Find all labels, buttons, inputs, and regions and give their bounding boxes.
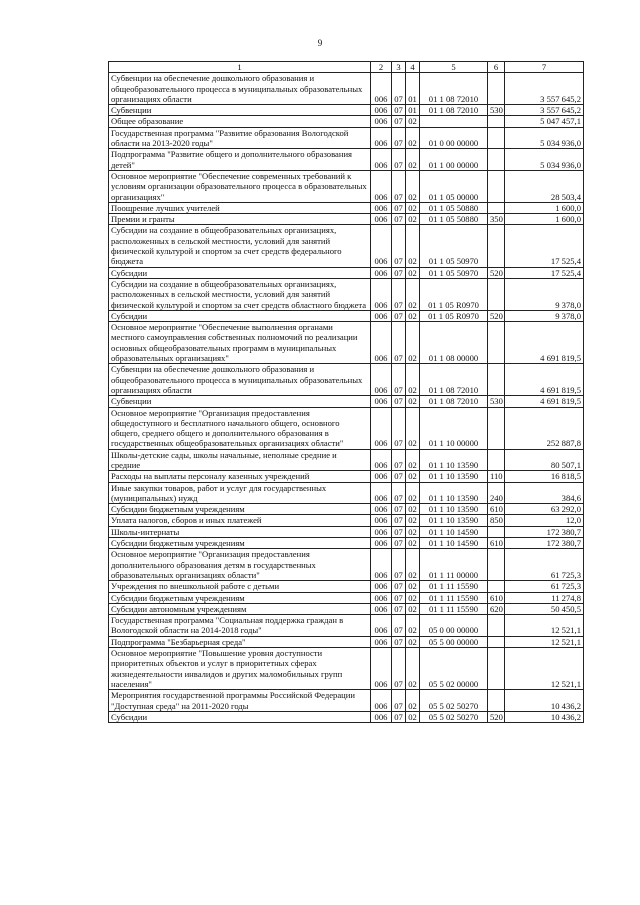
header-col-4: 4	[406, 62, 420, 73]
cell-amount: 9 378,0	[505, 278, 584, 310]
cell-subsection: 02	[406, 267, 420, 278]
cell-subsection: 02	[406, 482, 420, 504]
cell-section: 07	[392, 396, 406, 407]
cell-target-article: 01 1 10 13590	[420, 482, 488, 504]
cell-name: Субсидии на создание в общеобразовательных организациях, расположенных в сельской местности, условий для занятий физической культурой и спортом за счет средств федерального бюджета	[109, 225, 371, 267]
table-row	[109, 449, 584, 471]
table-row	[109, 581, 584, 592]
cell-target-article: 01 1 10 00000	[420, 407, 488, 449]
cell-ministry: 006	[371, 690, 392, 712]
cell-target-article: 01 1 05 00000	[420, 170, 488, 202]
cell-section: 07	[392, 690, 406, 712]
table-row	[109, 396, 584, 407]
cell-expense-type	[488, 170, 505, 202]
header-col-2: 2	[371, 62, 392, 73]
cell-ministry: 006	[371, 170, 392, 202]
cell-amount: 1 600,0	[505, 202, 584, 213]
cell-subsection: 02	[406, 581, 420, 592]
cell-amount: 5 034 936,0	[505, 127, 584, 149]
cell-expense-type: 610	[488, 538, 505, 549]
cell-expense-type	[488, 648, 505, 690]
cell-amount: 9 378,0	[505, 310, 584, 321]
table-row	[109, 278, 584, 310]
cell-target-article: 01 1 08 72010	[420, 73, 488, 105]
cell-target-article: 01 1 10 14590	[420, 526, 488, 537]
cell-expense-type	[488, 149, 505, 171]
cell-ministry: 006	[371, 105, 392, 116]
cell-expense-type	[488, 636, 505, 647]
cell-section: 07	[392, 615, 406, 637]
cell-ministry: 006	[371, 581, 392, 592]
cell-subsection: 02	[406, 310, 420, 321]
table-row	[109, 549, 584, 581]
cell-ministry: 006	[371, 310, 392, 321]
cell-subsection: 02	[406, 116, 420, 127]
table-row	[109, 73, 584, 105]
table-row	[109, 105, 584, 116]
cell-name: Субвенции на обеспечение дошкольного образования и общеобразовательного процесса в муниципальных образовательных организациях области	[109, 364, 371, 396]
cell-expense-type	[488, 549, 505, 581]
cell-subsection: 02	[406, 648, 420, 690]
cell-target-article: 01 1 05 50880	[420, 202, 488, 213]
cell-subsection: 02	[406, 615, 420, 637]
table-row	[109, 202, 584, 213]
table-header-row	[109, 62, 584, 73]
table-row	[109, 636, 584, 647]
cell-amount: 12,0	[505, 515, 584, 526]
cell-section: 07	[392, 603, 406, 614]
cell-target-article: 01 1 08 72010	[420, 105, 488, 116]
cell-target-article: 01 1 10 13590	[420, 504, 488, 515]
cell-amount: 172 380,7	[505, 538, 584, 549]
cell-expense-type: 520	[488, 267, 505, 278]
cell-subsection: 02	[406, 603, 420, 614]
cell-target-article: 01 1 11 15590	[420, 603, 488, 614]
budget-table	[108, 61, 584, 723]
cell-ministry: 006	[371, 364, 392, 396]
cell-name: Субвенции	[109, 105, 371, 116]
cell-name: Субсидии	[109, 267, 371, 278]
cell-name: Подпрограмма "Безбарьерная среда"	[109, 636, 371, 647]
table-row	[109, 603, 584, 614]
cell-expense-type: 520	[488, 711, 505, 722]
cell-name: Премии и гранты	[109, 214, 371, 225]
table-row	[109, 116, 584, 127]
cell-name: Субсидии	[109, 310, 371, 321]
cell-expense-type	[488, 278, 505, 310]
cell-expense-type: 850	[488, 515, 505, 526]
cell-subsection: 02	[406, 515, 420, 526]
table-row	[109, 407, 584, 449]
cell-target-article: 01 1 10 14590	[420, 538, 488, 549]
table-row	[109, 526, 584, 537]
cell-amount: 12 521,1	[505, 636, 584, 647]
cell-expense-type	[488, 322, 505, 364]
cell-target-article: 01 1 05 R0970	[420, 310, 488, 321]
cell-ministry: 006	[371, 73, 392, 105]
page-number: 9	[317, 38, 323, 48]
cell-ministry: 006	[371, 396, 392, 407]
cell-ministry: 006	[371, 711, 392, 722]
header-col-7: 7	[505, 62, 584, 73]
cell-ministry: 006	[371, 127, 392, 149]
cell-amount: 61 725,3	[505, 549, 584, 581]
cell-section: 07	[392, 711, 406, 722]
cell-ministry: 006	[371, 603, 392, 614]
cell-ministry: 006	[371, 482, 392, 504]
cell-target-article: 01 1 11 00000	[420, 549, 488, 581]
cell-amount: 5 034 936,0	[505, 149, 584, 171]
cell-amount: 11 274,8	[505, 592, 584, 603]
cell-target-article: 01 1 05 50880	[420, 214, 488, 225]
cell-name: Школы-детские сады, школы начальные, неполные средние и средние	[109, 449, 371, 471]
cell-target-article: 01 1 00 00000	[420, 149, 488, 171]
cell-amount: 172 380,7	[505, 526, 584, 537]
cell-ministry: 006	[371, 149, 392, 171]
cell-target-article: 01 1 08 72010	[420, 364, 488, 396]
cell-expense-type: 110	[488, 471, 505, 482]
cell-name: Субсидии бюджетным учреждениям	[109, 504, 371, 515]
cell-subsection: 02	[406, 214, 420, 225]
cell-name: Иные закупки товаров, работ и услуг для государственных (муниципальных) нужд	[109, 482, 371, 504]
cell-target-article: 01 1 11 15590	[420, 581, 488, 592]
cell-section: 07	[392, 449, 406, 471]
table-row	[109, 504, 584, 515]
cell-ministry: 006	[371, 471, 392, 482]
cell-subsection: 02	[406, 149, 420, 171]
cell-expense-type	[488, 116, 505, 127]
cell-subsection: 02	[406, 225, 420, 267]
cell-target-article: 05 0 00 00000	[420, 615, 488, 637]
cell-expense-type: 530	[488, 105, 505, 116]
cell-section: 07	[392, 549, 406, 581]
cell-target-article: 01 1 10 13590	[420, 449, 488, 471]
cell-name: Основное мероприятие "Повышение уровня доступности приоритетных объектов и услуг в приоритетных сферах жизнедеятельности инвалидов и других маломобильных групп населения"	[109, 648, 371, 690]
cell-section: 07	[392, 504, 406, 515]
cell-target-article: 01 1 05 R0970	[420, 278, 488, 310]
table-row	[109, 149, 584, 171]
cell-amount: 12 521,1	[505, 615, 584, 637]
cell-expense-type: 240	[488, 482, 505, 504]
cell-expense-type	[488, 127, 505, 149]
cell-section: 07	[392, 482, 406, 504]
cell-section: 07	[392, 127, 406, 149]
cell-expense-type	[488, 225, 505, 267]
cell-expense-type	[488, 449, 505, 471]
cell-subsection: 02	[406, 322, 420, 364]
cell-target-article	[420, 116, 488, 127]
cell-subsection: 02	[406, 690, 420, 712]
cell-amount: 1 600,0	[505, 214, 584, 225]
cell-subsection: 02	[406, 504, 420, 515]
cell-section: 07	[392, 267, 406, 278]
cell-amount: 50 450,5	[505, 603, 584, 614]
cell-subsection: 02	[406, 471, 420, 482]
cell-expense-type: 610	[488, 592, 505, 603]
cell-expense-type	[488, 407, 505, 449]
cell-subsection: 02	[406, 538, 420, 549]
table-body	[109, 73, 584, 723]
cell-ministry: 006	[371, 515, 392, 526]
cell-expense-type: 350	[488, 214, 505, 225]
cell-name: Основное мероприятие "Обеспечение выполнения органами местного самоуправления собственных полномочий по реализации основных общеобразовательных программ в муниципальных образовательных организациях"	[109, 322, 371, 364]
cell-amount: 3 557 645,2	[505, 105, 584, 116]
cell-name: Школы-интернаты	[109, 526, 371, 537]
cell-subsection: 02	[406, 407, 420, 449]
cell-name: Субвенции	[109, 396, 371, 407]
cell-subsection: 02	[406, 526, 420, 537]
cell-section: 07	[392, 538, 406, 549]
cell-name: Субсидии на создание в общеобразовательных организациях, расположенных в сельской местности, условий для занятий физической культурой и спортом за счет средств областного бюджета	[109, 278, 371, 310]
cell-expense-type: 620	[488, 603, 505, 614]
cell-name: Подпрограмма "Развитие общего и дополнительного образования детей"	[109, 149, 371, 171]
cell-subsection: 02	[406, 592, 420, 603]
cell-section: 07	[392, 322, 406, 364]
cell-subsection: 02	[406, 278, 420, 310]
cell-expense-type: 610	[488, 504, 505, 515]
table-row	[109, 482, 584, 504]
cell-section: 07	[392, 116, 406, 127]
cell-expense-type	[488, 364, 505, 396]
cell-target-article: 05 5 02 50270	[420, 690, 488, 712]
cell-target-article: 01 1 05 50970	[420, 267, 488, 278]
table-row	[109, 615, 584, 637]
cell-amount: 63 292,0	[505, 504, 584, 515]
table-row	[109, 310, 584, 321]
cell-subsection: 02	[406, 127, 420, 149]
cell-ministry: 006	[371, 648, 392, 690]
cell-section: 07	[392, 526, 406, 537]
cell-name: Субсидии автономным учреждениям	[109, 603, 371, 614]
cell-section: 07	[392, 170, 406, 202]
cell-target-article: 01 0 00 00000	[420, 127, 488, 149]
cell-subsection: 01	[406, 105, 420, 116]
table-row	[109, 267, 584, 278]
cell-section: 07	[392, 310, 406, 321]
table-row	[109, 170, 584, 202]
cell-amount: 10 436,2	[505, 690, 584, 712]
cell-name: Субсидии бюджетным учреждениям	[109, 538, 371, 549]
cell-ministry: 006	[371, 615, 392, 637]
cell-name: Основное мероприятие "Обеспечение современных требований к условиям организации образовательного процесса в образовательных организациях"	[109, 170, 371, 202]
cell-subsection: 02	[406, 202, 420, 213]
cell-amount: 10 436,2	[505, 711, 584, 722]
cell-name: Уплата налогов, сборов и иных платежей	[109, 515, 371, 526]
cell-amount: 61 725,3	[505, 581, 584, 592]
cell-ministry: 006	[371, 592, 392, 603]
cell-name: Мероприятия государственной программы Российской Федерации "Доступная среда" на 2011-2020 годы	[109, 690, 371, 712]
table-row	[109, 515, 584, 526]
table-row	[109, 711, 584, 722]
cell-ministry: 006	[371, 449, 392, 471]
cell-expense-type	[488, 690, 505, 712]
cell-section: 07	[392, 149, 406, 171]
header-col-6: 6	[488, 62, 505, 73]
cell-amount: 28 503,4	[505, 170, 584, 202]
cell-section: 07	[392, 202, 406, 213]
table-row	[109, 127, 584, 149]
cell-section: 07	[392, 278, 406, 310]
cell-target-article: 01 1 05 50970	[420, 225, 488, 267]
table-row	[109, 690, 584, 712]
cell-ministry: 006	[371, 278, 392, 310]
cell-subsection: 02	[406, 549, 420, 581]
cell-target-article: 01 1 11 15590	[420, 592, 488, 603]
cell-target-article: 01 1 08 72010	[420, 396, 488, 407]
cell-subsection: 02	[406, 170, 420, 202]
cell-target-article: 01 1 08 00000	[420, 322, 488, 364]
header-col-1: 1	[109, 62, 371, 73]
table-row	[109, 225, 584, 267]
cell-section: 07	[392, 364, 406, 396]
cell-name: Поощрение лучших учителей	[109, 202, 371, 213]
cell-amount: 80 507,1	[505, 449, 584, 471]
cell-expense-type	[488, 73, 505, 105]
cell-section: 07	[392, 407, 406, 449]
cell-section: 07	[392, 214, 406, 225]
cell-amount: 4 691 819,5	[505, 396, 584, 407]
cell-expense-type	[488, 526, 505, 537]
cell-name: Основное мероприятие "Организация предоставления дополнительного образования детям в государственных образовательных организациях области"	[109, 549, 371, 581]
cell-ministry: 006	[371, 526, 392, 537]
cell-expense-type	[488, 615, 505, 637]
cell-amount: 252 887,8	[505, 407, 584, 449]
cell-expense-type	[488, 581, 505, 592]
cell-name: Общее образование	[109, 116, 371, 127]
cell-ministry: 006	[371, 225, 392, 267]
cell-ministry: 006	[371, 267, 392, 278]
cell-target-article: 01 1 10 13590	[420, 515, 488, 526]
cell-target-article: 01 1 10 13590	[420, 471, 488, 482]
cell-ministry: 006	[371, 549, 392, 581]
cell-name: Субвенции на обеспечение дошкольного образования и общеобразовательного процесса в муниципальных образовательных организациях области	[109, 73, 371, 105]
cell-amount: 3 557 645,2	[505, 73, 584, 105]
cell-amount: 12 521,1	[505, 648, 584, 690]
cell-amount: 17 525,4	[505, 225, 584, 267]
cell-subsection: 02	[406, 364, 420, 396]
cell-ministry: 006	[371, 202, 392, 213]
cell-ministry: 006	[371, 636, 392, 647]
table-row	[109, 592, 584, 603]
cell-section: 07	[392, 225, 406, 267]
cell-target-article: 05 5 02 00000	[420, 648, 488, 690]
cell-expense-type: 520	[488, 310, 505, 321]
cell-ministry: 006	[371, 116, 392, 127]
table-row	[109, 364, 584, 396]
cell-target-article: 05 5 02 50270	[420, 711, 488, 722]
cell-subsection: 02	[406, 711, 420, 722]
cell-subsection: 02	[406, 396, 420, 407]
cell-section: 07	[392, 581, 406, 592]
table-row	[109, 322, 584, 364]
cell-name: Расходы на выплаты персоналу казенных учреждений	[109, 471, 371, 482]
cell-name: Учреждения по внешкольной работе с детьми	[109, 581, 371, 592]
cell-subsection: 02	[406, 449, 420, 471]
cell-section: 07	[392, 471, 406, 482]
cell-name: Государственная программа "Развитие образования Вологодской области на 2013-2020 годы"	[109, 127, 371, 149]
header-col-3: 3	[392, 62, 406, 73]
cell-section: 07	[392, 73, 406, 105]
cell-name: Субсидии бюджетным учреждениям	[109, 592, 371, 603]
table-row	[109, 471, 584, 482]
header-col-5: 5	[420, 62, 488, 73]
cell-section: 07	[392, 515, 406, 526]
cell-section: 07	[392, 592, 406, 603]
cell-target-article: 05 5 00 00000	[420, 636, 488, 647]
cell-subsection: 01	[406, 73, 420, 105]
cell-name: Основное мероприятие "Организация предоставления общедоступного и бесплатного начального общего, основного общего, среднего общего и дополнительного образования в государственных общеобразовательных организациях области"	[109, 407, 371, 449]
cell-ministry: 006	[371, 322, 392, 364]
cell-amount: 4 691 819,5	[505, 322, 584, 364]
cell-name: Субсидии	[109, 711, 371, 722]
cell-ministry: 006	[371, 538, 392, 549]
cell-amount: 384,6	[505, 482, 584, 504]
cell-section: 07	[392, 105, 406, 116]
cell-section: 07	[392, 648, 406, 690]
cell-ministry: 006	[371, 407, 392, 449]
cell-ministry: 006	[371, 214, 392, 225]
cell-amount: 17 525,4	[505, 267, 584, 278]
table-row	[109, 214, 584, 225]
cell-ministry: 006	[371, 504, 392, 515]
cell-expense-type: 530	[488, 396, 505, 407]
cell-amount: 5 047 457,1	[505, 116, 584, 127]
cell-amount: 16 818,5	[505, 471, 584, 482]
cell-amount: 4 691 819,5	[505, 364, 584, 396]
table-row	[109, 648, 584, 690]
cell-section: 07	[392, 636, 406, 647]
cell-name: Государственная программа "Социальная поддержка граждан в Вологодской области на 2014-2018 годы"	[109, 615, 371, 637]
cell-subsection: 02	[406, 636, 420, 647]
cell-expense-type	[488, 202, 505, 213]
table-row	[109, 538, 584, 549]
